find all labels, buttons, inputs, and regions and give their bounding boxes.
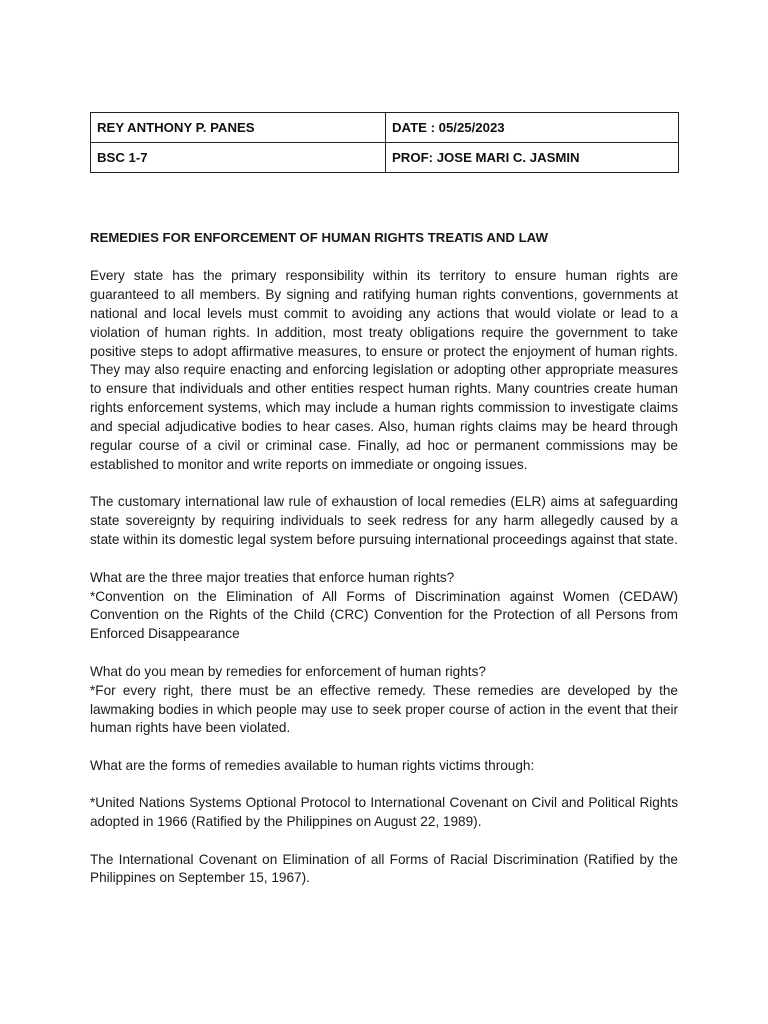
paragraph-elr: The customary international law rule of exhaustion of local remedies (ELR) aims at safeguarding state sovereignty by requiring individuals to seek redress for any harm allegedly caused by a state within its domestic legal system before pursuing international proceedings against that state. — [90, 494, 678, 548]
document-body — [90, 229, 678, 907]
answer-iccpr-protocol: *United Nations Systems Optional Protocol to International Covenant on Civil and Political Rights adopted in 1966 (Ratified by the Philippines on August 22, 1989). — [90, 795, 678, 830]
student-name-cell: REY ANTHONY P. PANES — [91, 113, 386, 143]
paragraph-state-responsibility: Every state has the primary responsibility within its territory to ensure human rights are guaranteed to all members. By signing and ratifying human rights conventions, governments at national and local levels must commit to avoiding any actions that would violate or lead to a violation of human rights. In addition, most treaty obligations require the government to take positive steps to adopt affirmative measures, to ensure or protect the enjoyment of human rights. They may also require enacting and enforcing legislation or adopting other appropriate measures to ensure that individuals and other entities respect human rights. Many countries create human rights enforcement systems, which may include a human rights commission to investigate claims and special adjudicative bodies to hear cases. Also, human rights claims may be heard through regular course of a civil or criminal case. Finally, ad hoc or permanent commissions may be established to monitor and write reports on immediate or ongoing issues. — [90, 267, 678, 472]
answer-treaties: *Convention on the Elimination of All Forms of Discrimination against Women (CEDAW) Convention on the Rights of the Child (CRC) Convention for the Protection of all Persons from Enforced Disappearance — [90, 588, 678, 642]
professor-cell: PROF: JOSE MARI C. JASMIN — [386, 143, 679, 173]
document-title: REMEDIES FOR ENFORCEMENT OF HUMAN RIGHTS TREATIS AND LAW — [90, 230, 548, 245]
table-row — [91, 113, 679, 143]
question-forms-of-remedies: What are the forms of remedies available to human rights victims through: — [90, 757, 535, 773]
date-cell: DATE : 05/25/2023 — [386, 113, 679, 143]
answer-remedies: *For every right, there must be an effective remedy. These remedies are developed by the lawmaking bodies in which people may use to seek proper course of action in the event that their human rights have been violated. — [90, 682, 678, 736]
question-treaties: What are the three major treaties that enforce human rights? — [90, 569, 455, 585]
answer-icerd: The International Covenant on Elimination of all Forms of Racial Discrimination (Ratified by the Philippines on September 15, 1967). — [90, 851, 678, 886]
student-info-table — [90, 112, 679, 173]
table-row — [91, 143, 679, 173]
question-remedies: What do you mean by remedies for enforcement of human rights? — [90, 663, 486, 679]
section-cell: BSC 1-7 — [91, 143, 386, 173]
